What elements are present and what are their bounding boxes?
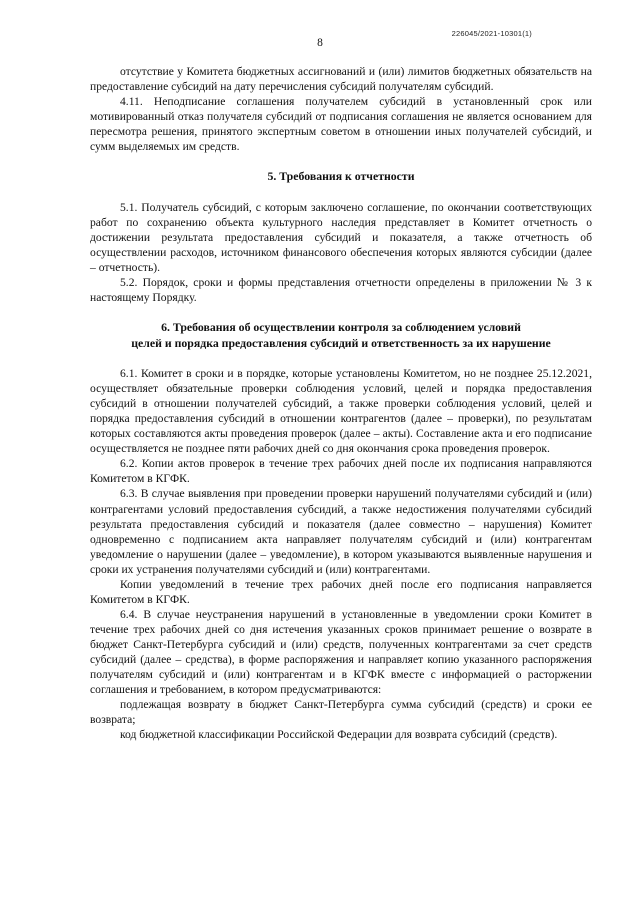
page-number: 8: [317, 37, 323, 49]
paragraph-budget-code: код бюджетной классификации Российской Федерации для возврата субсидий (средств).: [120, 728, 558, 742]
paragraph-6-4: 6.4. В случае неустранения нарушений в установленные в уведомлении сроки Комитет в течение трех рабочих дней со дня истечения указанных сроков принимает решение о возврате в бюджет Санкт-Петербурга субсидий и (или) средств, полученных контрагентами за счет средств субсидий (далее – средства), в форме распоряжения и направляет копию указанного распоряжения получателям субсидий и (или) контрагентам и в КГФК вместе с информацией о расторжении соглашения и требованием, в котором предусматриваются:: [90, 607, 592, 697]
paragraph-6-2: 6.2. Копии актов проверок в течение трех рабочих дней после их подписания направляются Комитетом в КГФК.: [90, 457, 592, 486]
paragraph-copies: Копии уведомлений в течение трех рабочих дней после его подписания направляется Комитетом в КГФК.: [90, 577, 592, 606]
paragraph-4-11: 4.11. Неподписание соглашения получателем субсидий в установленный срок или мотивированный отказ получателя субсидий от подписания соглашения не является основанием для пересмотра решения, принятого экспертным советом в отношении иных получателей субсидий, и сумм выделяемых им средств.: [90, 95, 592, 154]
document-id: 226045/2021-10301(1): [451, 29, 532, 38]
document-body: [90, 64, 592, 742]
paragraph-return-amount: подлежащая возврату в бюджет Санкт-Петербурга сумма субсидий (средств) и сроки ее возврата;: [90, 698, 592, 727]
section-6-heading-line2: целей и порядка предоставления субсидий и ответственность за их нарушение: [131, 335, 551, 350]
paragraph-6-3: 6.3. В случае выявления при проведении проверки нарушений получателями субсидий и (или) контрагентами условий предоставления субсидий, а также недостижения получателями субсидий результата предоставления субсидий и показателя (далее совместно – нарушения) Комитет одновременно с подписанием акта направляет получателям субсидий и (или) контрагентам уведомление о нарушении (далее – уведомление), в котором указываются выявленные нарушения и сроки их устранения получателями субсидий и (или) контрагентами.: [90, 487, 592, 576]
section-5-heading: 5. Требования к отчетности: [267, 169, 415, 184]
paragraph-5-2: 5.2. Порядок, сроки и формы представления отчетности определены в приложении № 3 к настоящему Порядку.: [90, 276, 592, 305]
paragraph-6-1: 6.1. Комитет в сроки и в порядке, которые установлены Комитетом, но не позднее 25.12.2021, осуществляет обязательные проверки соблюдения условий, целей и порядка предоставления субсидий в отношении получателей субсидий, а также проверки соблюдения условий, целей и порядка предоставления субсидий в отношении контрагентов (далее – проверки), по результатам которых составляются акты проведения проверок (далее – акты). Составление акта и его подписание осуществляется не позднее пяти рабочих дней со дня окончания срока проведения проверок.: [90, 367, 592, 456]
section-6-heading-line1: 6. Требования об осуществлении контроля за соблюдением условий: [161, 320, 521, 335]
paragraph-continuation: отсутствие у Комитета бюджетных ассигнований и (или) лимитов бюджетных обязательств на предоставление субсидий на дату перечисления субсидий получателям субсидий.: [90, 65, 592, 94]
paragraph-5-1: 5.1. Получатель субсидий, с которым заключено соглашение, по окончании соответствующих работ по сохранению объекта культурного наследия представляет в Комитет отчетность о достижении результата предоставления субсидий и показателя, а также отчетность об осуществлении расходов, источником финансового обеспечения которых являются субсидии (далее – отчетность).: [90, 200, 592, 274]
